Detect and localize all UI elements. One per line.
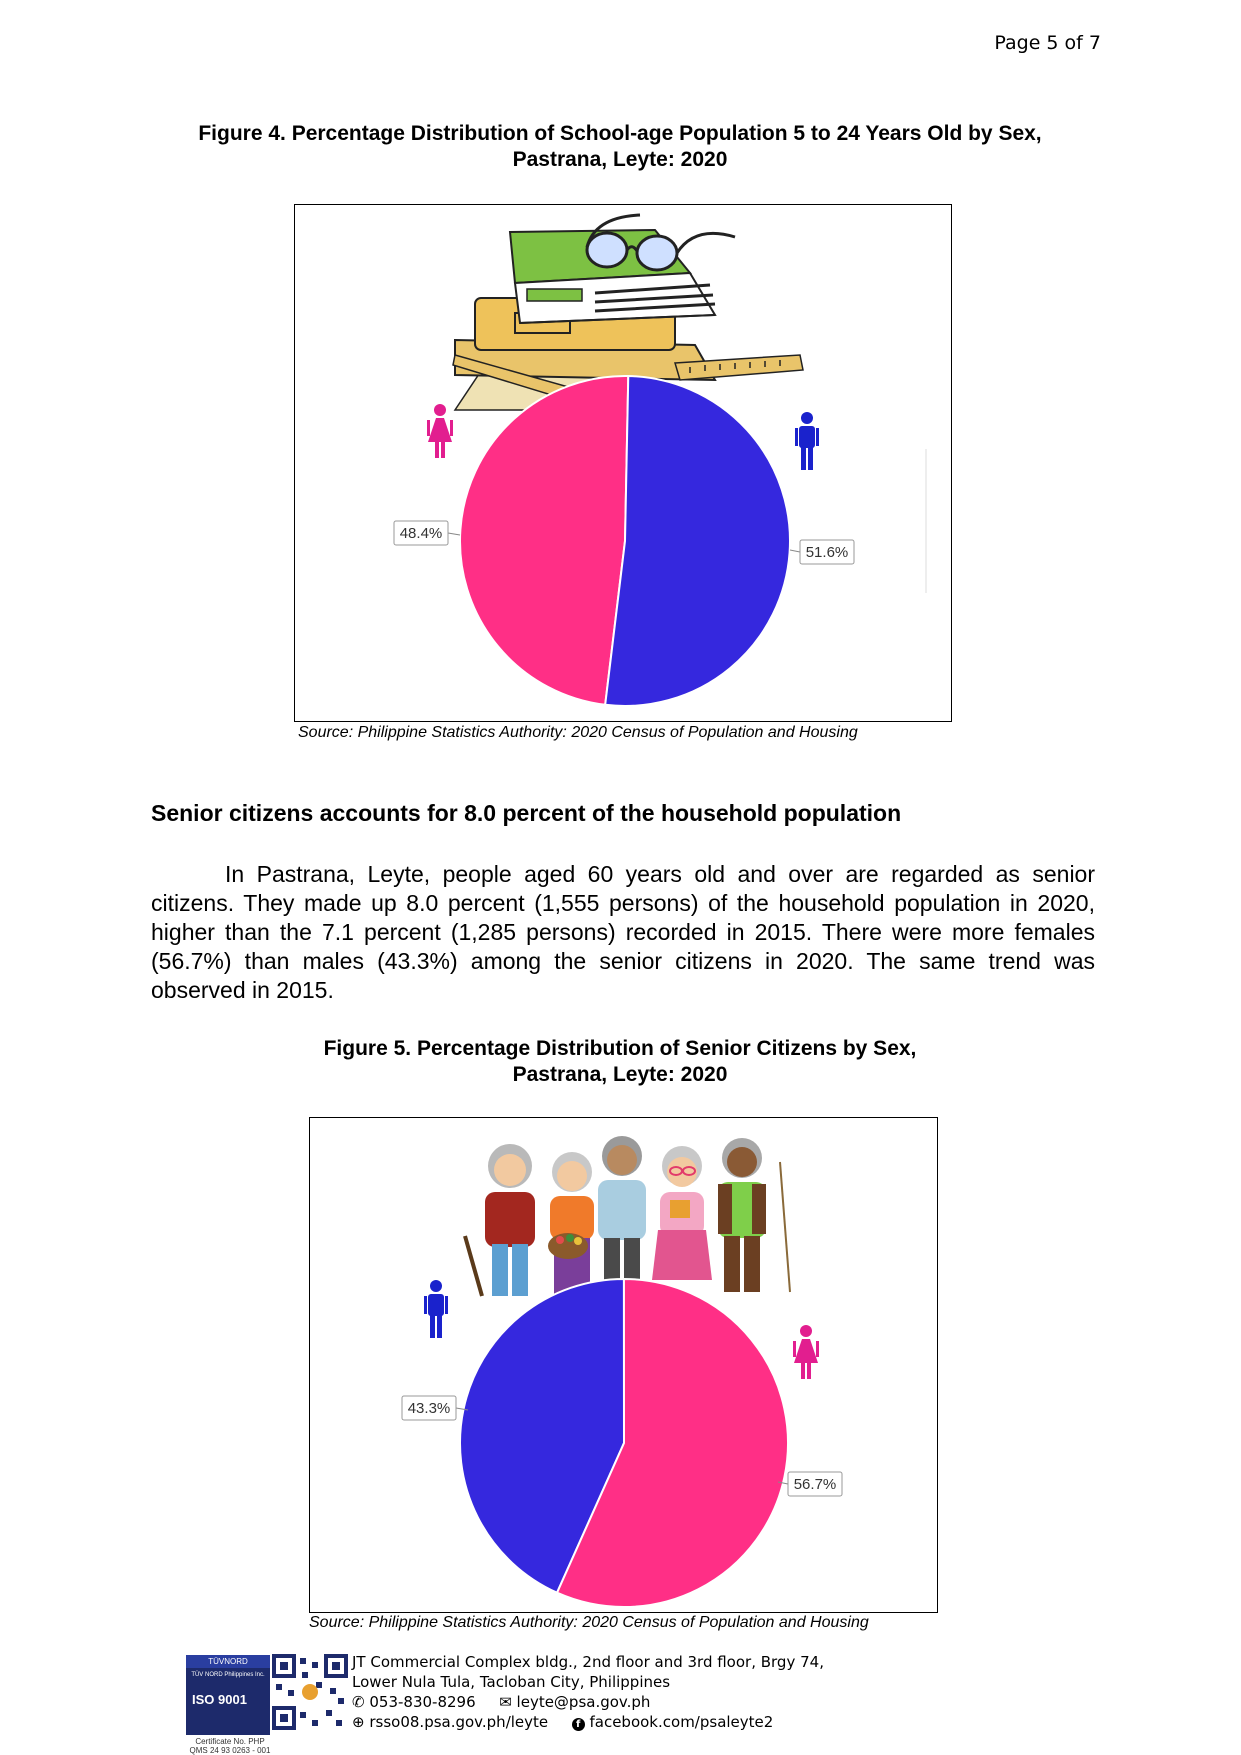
email-link[interactable]: leyte@psa.gov.ph xyxy=(516,1693,651,1711)
cert-iso: ISO 9001 xyxy=(192,1692,247,1707)
figure4-title-line1: Figure 4. Percentage Distribution of School-age Population 5 to 24 Years Old by Sex, xyxy=(198,122,1042,145)
female-icon xyxy=(793,1325,819,1379)
address-line2: Lower Nula Tula, Tacloban City, Philippines xyxy=(352,1673,671,1691)
figure5-source: Source: Philippine Statistics Authority: 2020 Census of Population and Housing xyxy=(309,1614,869,1631)
address-line1: JT Commercial Complex bldg., 2nd floor and 3rd floor, Brgy 74, xyxy=(352,1653,824,1671)
iso-certification-badge xyxy=(186,1655,270,1735)
figure4-frame xyxy=(294,204,952,722)
qr-code-icon xyxy=(272,1654,348,1730)
figure4-title xyxy=(150,121,1090,173)
cert-number-line2: QMS 24 93 0263 - 001 xyxy=(189,1746,271,1755)
figure5-chart xyxy=(310,1118,937,1612)
section-paragraph-text: In Pastrana, Leyte, people aged 60 years old and over are regarded as senior citizens. They made up 8.0 percent (1,555 persons) of the household population in 2020, higher than the 7.1 percent (1,285 persons) recorded in 2015. There were more females (56.7%) than males (43.3%) among the senior citizens in 2020. The same trend was observed in 2015. xyxy=(151,861,1095,1003)
section-paragraph xyxy=(151,860,1095,1005)
figure4-chart xyxy=(295,205,951,721)
data-label: 56.7% xyxy=(793,1476,837,1493)
figure4-title-line2: Pastrana, Leyte: 2020 xyxy=(512,148,728,171)
figure5-frame xyxy=(309,1117,938,1613)
section-heading: Senior citizens accounts for 8.0 percent of the household population xyxy=(151,800,902,826)
globe-icon: ⊕ xyxy=(352,1713,365,1731)
cert-brand: TÜVNORD xyxy=(186,1655,270,1668)
website-link[interactable]: rsso08.psa.gov.ph/leyte xyxy=(369,1713,549,1731)
male-icon xyxy=(795,412,819,470)
figure4-source: Source: Philippine Statistics Authority: 2020 Census of Population and Housing xyxy=(298,724,858,741)
email-icon: ✉ xyxy=(499,1693,512,1711)
data-label: 43.3% xyxy=(407,1400,451,1417)
figure5-title-line2: Pastrana, Leyte: 2020 xyxy=(512,1063,728,1086)
label-leader-line xyxy=(790,550,800,552)
facebook-link[interactable]: facebook.com/psaleyte2 xyxy=(589,1713,774,1731)
figure5-title xyxy=(150,1036,1090,1088)
page-number: Page 5 of 7 xyxy=(994,32,1101,54)
pie-slice-male xyxy=(605,376,790,706)
cert-number xyxy=(180,1737,280,1755)
data-label: 48.4% xyxy=(399,525,443,542)
cert-number-line1: Certificate No. PHP xyxy=(195,1737,265,1746)
phone-icon: ✆ xyxy=(352,1693,365,1711)
figure5-pie xyxy=(402,1279,842,1607)
pie-slice-female xyxy=(460,376,628,705)
male-icon xyxy=(424,1280,448,1338)
phone-number: 053-830-8296 xyxy=(369,1693,476,1711)
figure5-title-line1: Figure 5. Percentage Distribution of Senior Citizens by Sex, xyxy=(323,1037,917,1060)
figure4-pie xyxy=(394,376,854,706)
cert-company: TÜV NORD Philippines Inc. xyxy=(191,1672,265,1678)
facebook-icon: f xyxy=(572,1718,585,1731)
data-label: 51.6% xyxy=(805,544,849,561)
footer-contact xyxy=(352,1652,824,1732)
senior-citizens-illustration xyxy=(465,1136,790,1298)
female-icon xyxy=(427,404,453,458)
label-leader-line xyxy=(448,533,460,535)
